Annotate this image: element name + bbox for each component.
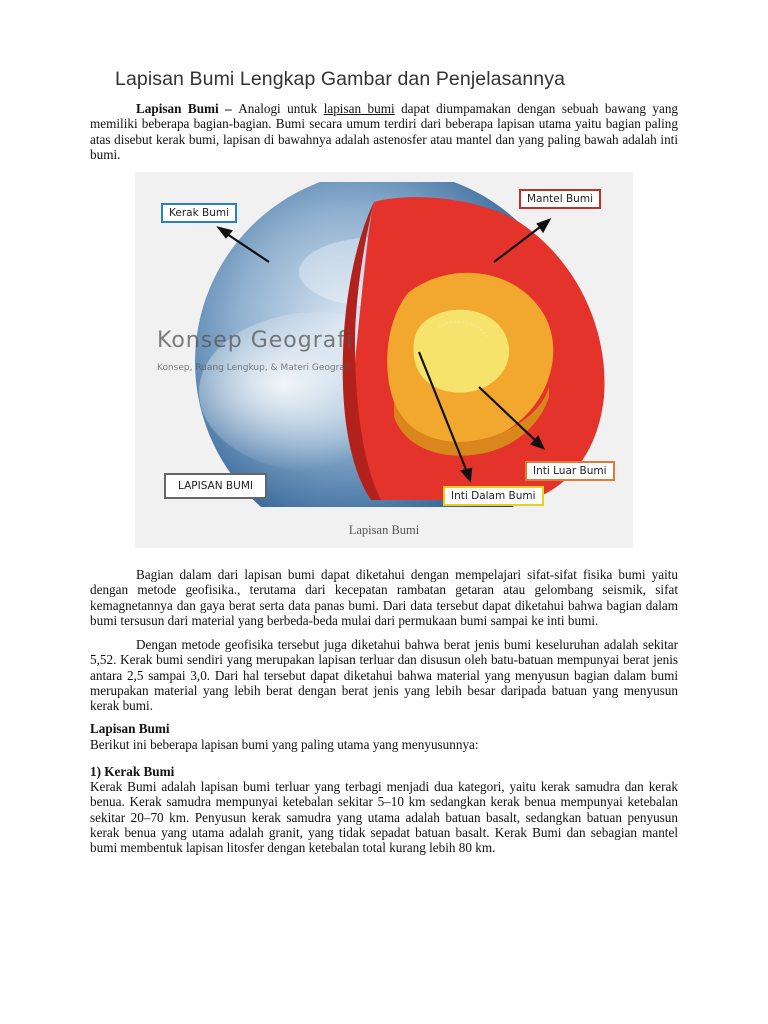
label-kerak-bumi: Kerak Bumi [161, 203, 237, 223]
inner-core-layer [413, 310, 509, 393]
arrow-mantel-head [538, 220, 549, 231]
intro-bold-term: Lapisan Bumi [136, 101, 219, 116]
section-intro: Berikut ini beberapa lapisan bumi yang paling utama yang menyusunnya: [90, 737, 479, 752]
label-mantel-bumi: Mantel Bumi [519, 189, 601, 209]
subsection-text-kerak: Kerak Bumi adalah lapisan bumi terluar yang terbagi menjadi dua kategori, yaitu kerak samudra dan kerak benua. Kerak samudra mempunyai ketebalan sekitar 5–10 km sedangkan kerak benua mempunyai ketebalan sekitar 20–70 km. Penyusun kerak samudra yang utama adalah batuan basalt, sedangkan batuan penyusun kerak benua yang utama adalah granit, yang tidak sepadat batuan basalt. Kerak Bumi dan sebagian mantel bumi membentuk lapisan litosfer dengan ketebalan total kurang lebih 80 km. [90, 779, 678, 856]
figure-earth-layers [135, 172, 633, 548]
intro-paragraph [90, 101, 678, 162]
watermark-subtitle: Konsep, Ruang Lengkup, & Materi Geografi [157, 363, 351, 373]
label-inti-dalam-bumi: Inti Dalam Bumi [443, 486, 544, 506]
paragraph-2: Dengan metode geofisika tersebut juga diketahui bahwa berat jenis bumi keseluruhan adalah sekitar 5,52. Kerak bumi sendiri yang merupakan lapisan terluar dan disusun oleh batu-batuan mempunyai berat jenis antara 2,5 sampai 3,0. Dari hal tersebut dapat diketahui bahwa material yang menyusun bagian dalam bumi merupakan material yang lebih berat dengan berat jenis yang lebih besar daripada batuan yang menyusun kerak bumi. [90, 637, 678, 714]
label-lapisan-bumi: LAPISAN BUMI [164, 473, 267, 499]
section-heading: Lapisan Bumi [90, 721, 170, 736]
label-inti-luar-bumi: Inti Luar Bumi [525, 461, 615, 481]
intro-text-before-link: Analogi untuk [238, 101, 324, 116]
page-title: Lapisan Bumi Lengkap Gambar dan Penjelasannya [115, 68, 566, 90]
intro-dash: – [218, 101, 239, 116]
paragraph-1: Bagian dalam dari lapisan bumi dapat diketahui dengan mempelajari sifat-sifat fisika bumi yaitu dengan metode geofisika., terutama dari kecepatan rambatan getaran atau gelombang seismik, sifat kemagnetannya dan gaya berat serta data panas bumi. Dari data tersebut dapat diketahui bahwa bagian dalam bumi tersusun dari material yang berbeda-beda mulai dari permukaan bumi sampai ke inti bumi. [90, 567, 678, 628]
subsection-heading-kerak: 1) Kerak Bumi [90, 764, 175, 779]
figure-caption: Lapisan Bumi [348, 523, 420, 537]
lapisan-bumi-link[interactable]: lapisan bumi [323, 101, 395, 116]
intro-text-after-link: dapat diumpamakan dengan sebuah bawang yang memiliki beberapa bagian-bagian. Bumi secara umum terdiri dari beberapa lapisan utama yaitu bagian paling atas disebut kerak bumi, lapisan di bawahnya adalah astenosfer atau mantel dan yang paling bawah adalah inti bumi. [90, 101, 679, 162]
watermark-title: Konsep Geografi [157, 328, 354, 353]
